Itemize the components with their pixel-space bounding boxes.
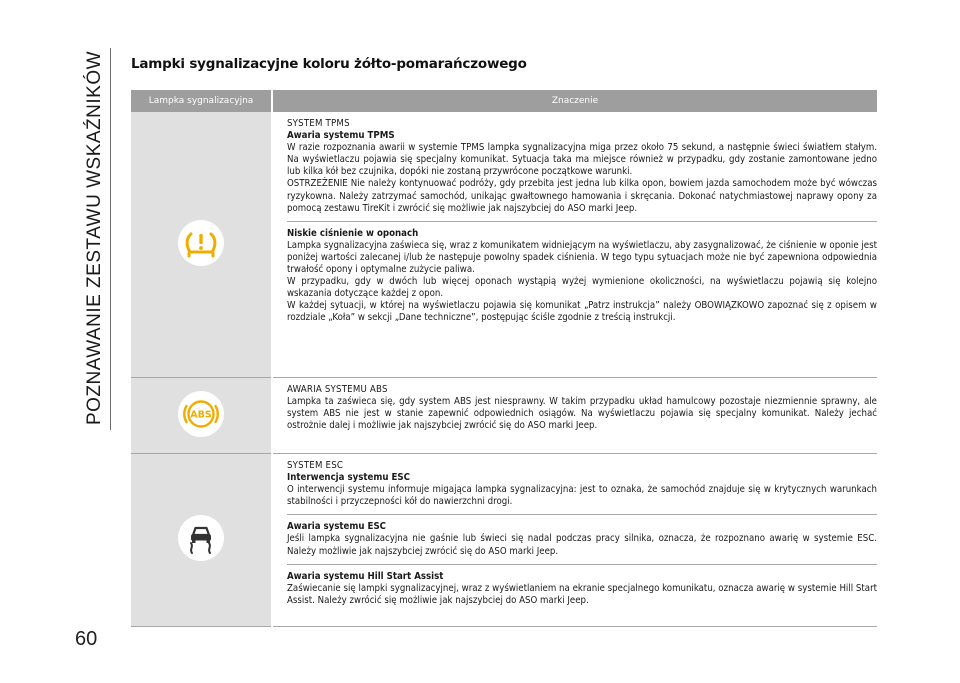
paragraph: OSTRZEŻENIE Nie należy kontynuować podróży, gdy przebita jest jedna lub kilka opon, bowiem jazda samochodem może być wówczas ryzykowna. Należy zatrzymać samochód, unikając gwałtownego hamowania i skręcania. Dokonać natychmiastowej naprawy opony za pomocą zestawu TireKit i zwrócić się możliwie jak najszybciej do ASO marki Jeep. [287,178,877,214]
system-name: SYSTEM ESC [287,460,344,471]
side-chapter-title [80,48,110,428]
subheading: Awaria systemu TPMS [287,130,395,142]
paragraph: Lampka sygnalizacyjna zaświeca się, wraz z komunikatem widniejącym na wyświetlaczu, aby zasygnalizować, że ciśnienie w oponie jest poniżej wartości zalecanej i/lub że następuje powolny spadek ciśnienia. W tego typu sytuacjach może nie być zapewniona odpowiednia trwałość opony i optymalne zużycie paliwa. [287,239,877,276]
table-header-row [131,90,877,112]
esc-failure-block [287,514,877,563]
warning-lights-table [131,90,877,627]
hill-start-assist-failure-block [287,564,877,613]
lamp-cell-tpms [131,112,272,378]
paragraph: W każdej sytuacji, w której na wyświetlaczu pojawia się komunikat „Patrz instrukcja” należy OBOWIĄZKOWO zapoznać się z opisem w rozdziale „Koła” w sekcji „Dane techniczne”, postępując ściśle zgodnie z treścią instrukcji. [287,300,877,324]
header-lamp: Lampka sygnalizacyjna [131,90,272,112]
meaning-cell-abs [272,378,877,454]
tpms-failure-block [287,112,877,221]
system-name: SYSTEM TPMS [287,118,350,129]
paragraph: Zaświecanie się lampki sygnalizacyjnej, wraz z wyświetlaniem na ekranie specjalnego komunikatu, oznacza awarię w systemie Hill Start Assist. Należy zwrócić się możliwie jak najszybciej do ASO marki Jeep. [287,582,877,606]
esc-skidding-car-icon [178,515,224,561]
subheading: Interwencja systemu ESC [287,472,410,484]
paragraph: W razie rozpoznania awarii w systemie TPMS lampka sygnalizacyjna miga przez około 75 sekund, a następnie świeci światłem stałym. Na wyświetlaczu pojawia się specjalny komunikat. Sytuacja taka ma miejsce również w przypadku, gdy zostanie zamontowane jedno lub kilka kół bez czujnika, dopóki nie zostaną przywrócone początkowe warunki. [287,142,877,178]
tpms-warning-icon [178,220,224,266]
paragraph: O interwencji systemu informuje migająca lampka sygnalizacyjna: jest to oznaka, że samochód znajduje się w krytycznych warunkach stabilności i przyczepności kół do nawierzchni drogi. [287,484,877,508]
subheading: Awaria systemu Hill Start Assist [287,570,444,582]
lamp-cell-esc [131,454,272,627]
header-meaning: Znaczenie [272,90,877,112]
paragraph: W przypadku, gdy w dwóch lub więcej oponach wystąpią wyżej wymienione okoliczności, na wyświetlaczu pojawią się kolejno wskazania dotyczące każdej z opon. [287,276,877,300]
subheading: Awaria systemu ESC [287,521,386,533]
meaning-cell-tpms [272,112,877,378]
abs-failure-block [287,378,877,438]
esc-intervention-block [287,454,877,514]
paragraph: Jeśli lampka sygnalizacyjna nie gaśnie lub świeci się nadal podczas pracy silnika, oznacza, że rozpoznano awarię w systemie ESC. Należy możliwie jak najszybciej zwrócić się do ASO marki Jeep. [287,533,877,557]
page-number: 60 [75,628,98,650]
side-chapter-title-text: POZNAWANIE ZESTAWU WSKAŹNIKÓW [84,50,105,426]
paragraph: Lampka ta zaświeca się, gdy system ABS jest niesprawny. W takim przypadku układ hamulcowy pozostaje niezmiennie sprawny, ale system ABS nie jest w stanie zapewnić odpowiednich osiągów. Na wyświetlaczu pojawia się specjalny komunikat. Należy jechać ostrożnie dalej i możliwie jak najszybciej zwrócić się do ASO marki Jeep. [287,396,877,432]
side-divider-line [110,48,111,430]
subheading: Niskie ciśnienie w oponach [287,227,419,239]
table-row-esc [131,454,877,627]
tpms-low-pressure-block [287,221,877,331]
abs-icon-label: ABS [190,409,212,420]
abs-warning-icon [178,391,224,437]
meaning-cell-esc [272,454,877,627]
section-title: Lampki sygnalizacyjne koloru żółto-pomarańczowego [131,56,527,72]
system-name: AWARIA SYSTEMU ABS [287,384,388,395]
table-row-tpms [131,112,877,378]
lamp-cell-abs [131,378,272,454]
table-row-abs [131,378,877,454]
